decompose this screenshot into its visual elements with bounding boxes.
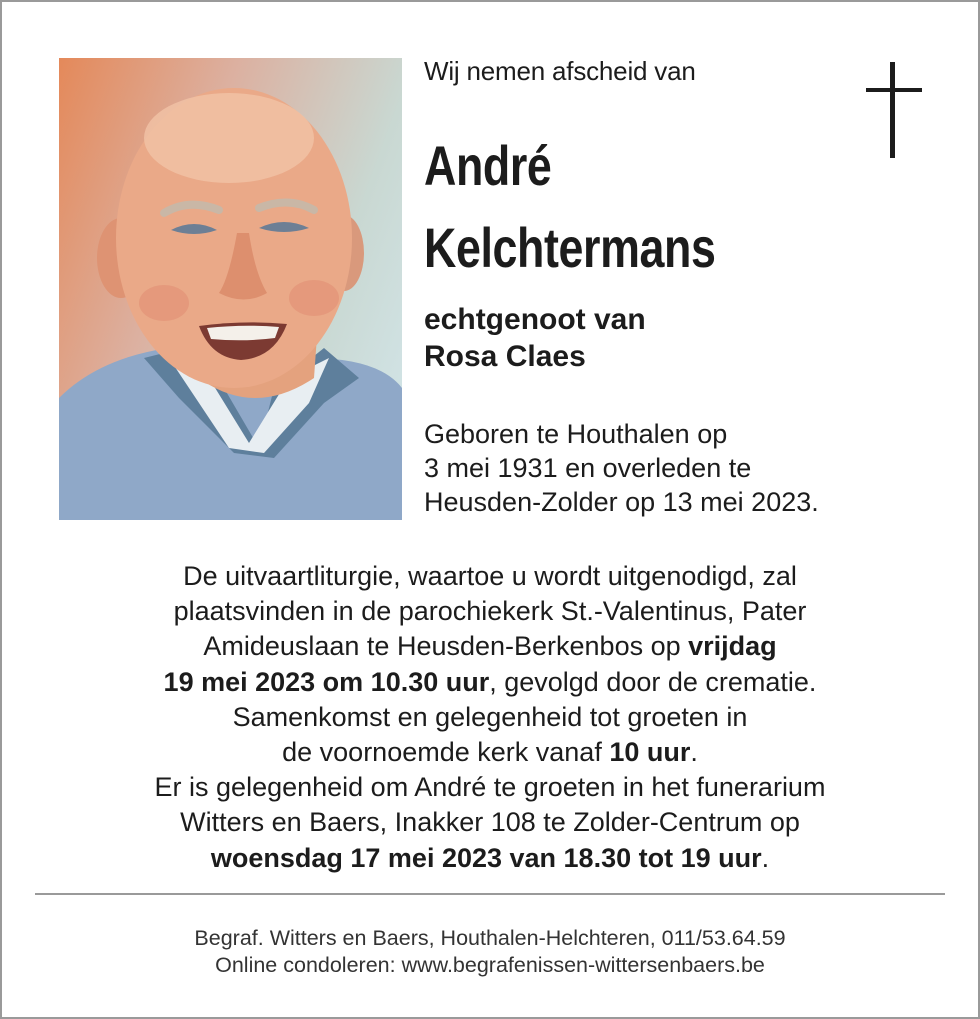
birth-line: 3 mei 1931 en overleden te [424, 453, 752, 483]
ceremony-line: De uitvaartliturgie, waartoe u wordt uitgenodigd, zal [183, 561, 797, 591]
birth-death-info [424, 417, 904, 519]
footer [0, 925, 980, 979]
ceremony-line: Witters en Baers, Inakker 108 te Zolder-Centrum op [180, 807, 800, 838]
gathering-time: 10 uur [609, 737, 691, 768]
deceased-last-name: Kelchtermans [424, 216, 716, 279]
ceremony-datetime: 19 mei 2023 om 10.30 uur [163, 666, 490, 697]
ceremony-line: Er is gelegenheid om André te groeten in het funerarium [154, 772, 826, 803]
ceremony-line: woensdag 17 mei 2023 van 18.30 tot 19 uur. [210, 842, 770, 873]
deceased-name [424, 125, 716, 289]
ceremony-line: plaatsvinden in de parochiekerk St.-Valentinus, Pater [173, 596, 807, 627]
portrait-photo [59, 58, 402, 520]
intro-text: Wij nemen afscheid van [424, 56, 696, 86]
ceremony-line: Amideuslaan te Heusden-Berkenbos op vrijdag [203, 631, 777, 662]
spouse-name: Rosa Claes [424, 340, 586, 373]
online-condolence-link[interactable]: Online condoleren: www.begrafenissen-wittersenbaers.be [215, 953, 765, 977]
ceremony-line: de voornoemde kerk vanaf 10 uur. [282, 737, 698, 768]
undertaker-info: Begraf. Witters en Baers, Houthalen-Helchteren, 011/53.64.59 [194, 926, 786, 950]
spouse-label: echtgenoot van [424, 303, 646, 336]
deceased-first-name: André [424, 134, 552, 197]
cross-icon [866, 62, 922, 158]
ceremony-day: vrijdag [688, 631, 777, 662]
ceremony-line: Samenkomst en gelegenheid tot groeten in [232, 701, 748, 732]
birth-line: Heusden-Zolder op 13 mei 2023. [424, 487, 819, 517]
birth-line: Geboren te Houthalen op [424, 419, 728, 449]
visitation-datetime: woensdag 17 mei 2023 van 18.30 tot 19 uur [210, 842, 762, 873]
ceremony-line: 19 mei 2023 om 10.30 uur, gevolgd door de crematie. [163, 666, 817, 697]
divider [35, 893, 945, 895]
ceremony-text [0, 559, 980, 876]
